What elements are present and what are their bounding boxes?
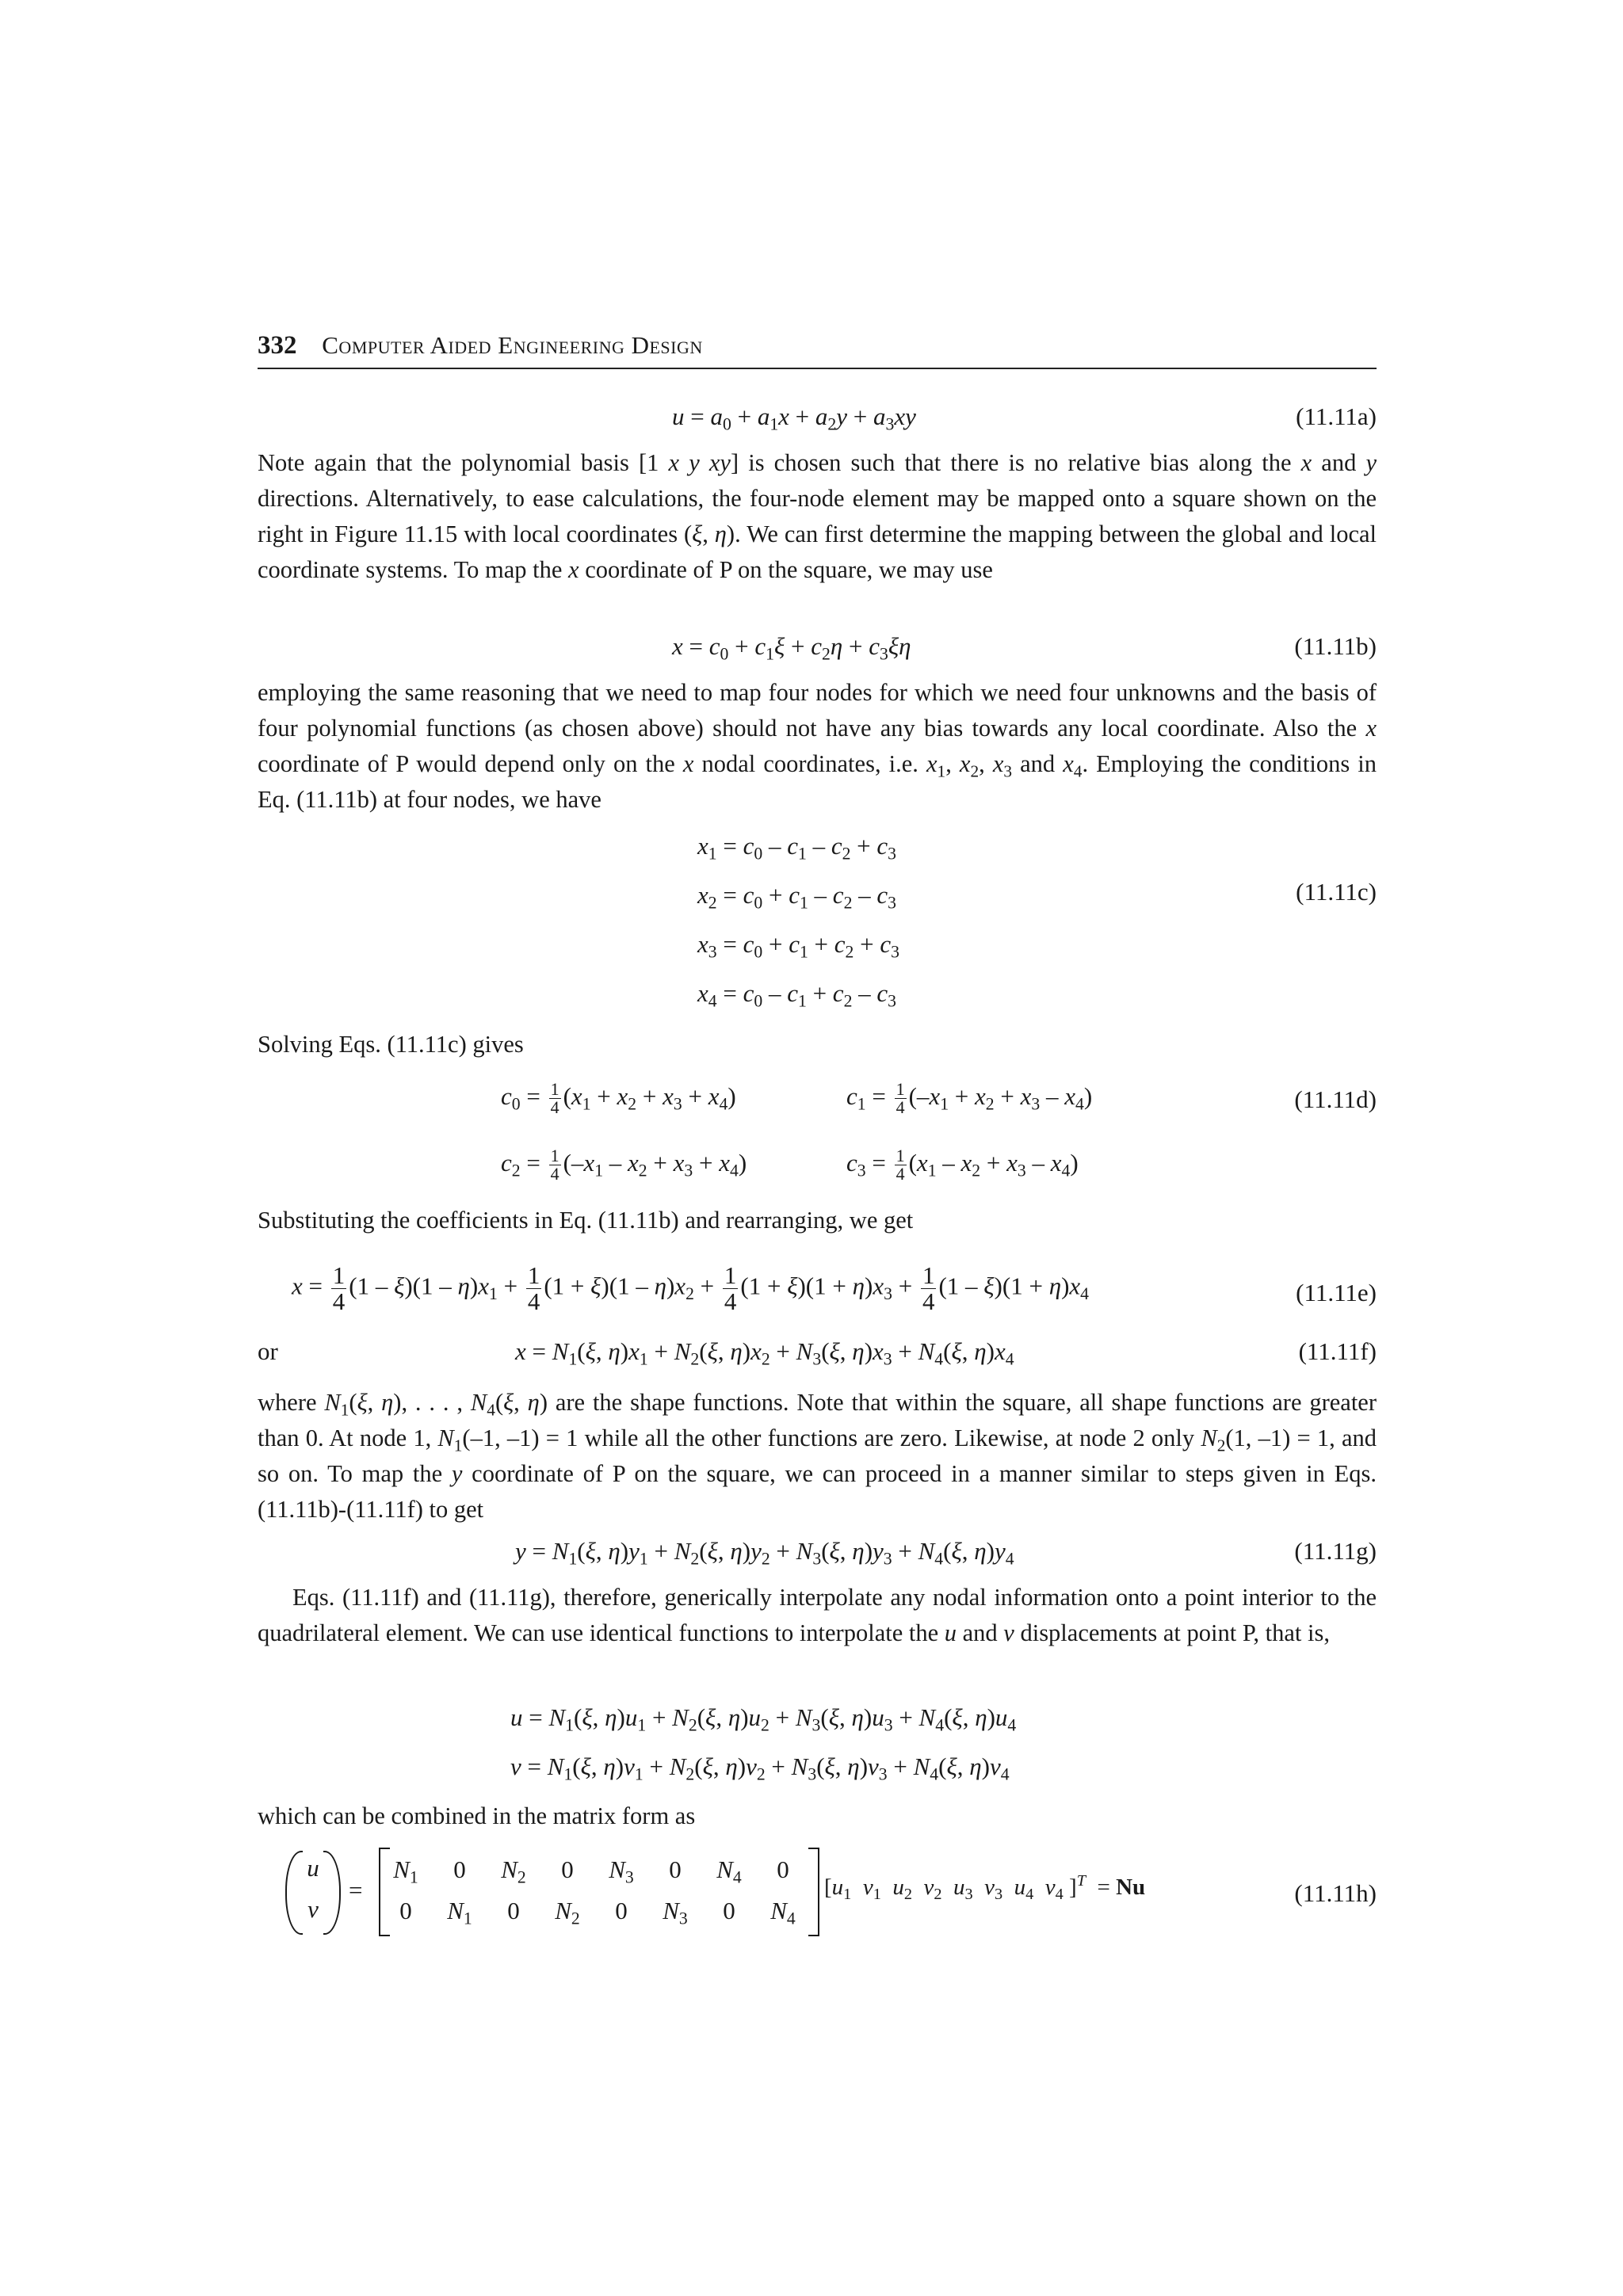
paragraph-5: where $N_1(\xi$, η), . . . , $N_4(\xi$, η) are the shape functions. Note that within the square, all shape functions are greater than 0. At node 1, $N_1(-1$, –1) = 1 while all the other functions are zero. Likewise, at node 2 only $N_2(1$, –1) = 1, and so on. To map the y coordinate of P on the square, we can proceed in a manner similar to steps given in Eqs. (11.11b)-(11.11f) to get bbox=[258, 1389, 1377, 1523]
equation-number: (11.11c) bbox=[1296, 878, 1377, 906]
right-paren bbox=[323, 1851, 341, 1935]
equation-11-11c-row3: $x_3 = c_0 + c_1 + c_2 + c_3$ bbox=[697, 930, 899, 962]
equation-11-11g: $y = N_1(\xi$, $\eta)y_1 + N_2(\xi$, $\eta)y_2 + N_3(\xi$, $\eta)y_3 + N_4(\xi$, $\eta)y_4$ bbox=[515, 1537, 1014, 1569]
equation-number: (11.11d) bbox=[1294, 1085, 1377, 1113]
equals-sign: = bbox=[349, 1876, 363, 1904]
matrix-right-bracket bbox=[808, 1848, 819, 1936]
equation-number: (11.11a) bbox=[1296, 402, 1377, 430]
equation-u: $u = N_1(\xi$, $\eta)u_1 + N_2(\xi$, $\eta)u_2 + N_3(\xi$, $\eta)u_3 + N_4(\xi$, $\eta)u_4$ bbox=[510, 1703, 1017, 1735]
equation-number: (11.11g) bbox=[1294, 1537, 1377, 1565]
book-title: Computer Aided Engineering Design bbox=[322, 331, 703, 359]
left-paren bbox=[285, 1851, 303, 1935]
equation-11-11d-c3: $c_3$ = $\frac{1}{4}$ $(x_1 - x_2 + x_3 - x_4)$ bbox=[846, 1146, 1079, 1184]
equation-11-11c-row4: $x_4 = c_0 - c_1 + c_2 - c_3$ bbox=[697, 979, 897, 1011]
equation-11-11d-c2: $c_2$ = $\frac{1}{4}$ $(-x_1 - x_2 + x_3 + x_4)$ bbox=[501, 1146, 747, 1184]
paragraph-1: Note again that the polynomial basis [1 x y xy] is chosen such that there is no relative bias along the x and y directions. Alternatively, to ease calculations, the four-node element may be mapped onto a square shown on the right in Figure 11.15 with local coordinates (ξ, η). We can first determine the mapping between the global and local coordinate systems. To map the x coordinate of P on the square, we may use bbox=[258, 449, 1377, 583]
paragraph-2: employing the same reasoning that we need to map four nodes for which we need four unknowns and the basis of four polynomial functions (as chosen above) should not have any bias towards any local coordinate. Also the x coordinate of P would depend only on the x nodal coordinates, i.e. $x_1$, $x_2$, $x_3$ and $x_4$. Employing the conditions in Eq. (11.11b) at four nodes, we have bbox=[258, 679, 1377, 813]
equation-number: (11.11b) bbox=[1294, 632, 1377, 660]
running-head bbox=[258, 330, 1377, 369]
displacement-vector: [$u_1$ $v_1$ $u_2$ $v_2$ $u_3$ $v_3$ $u_4$ $v_4$ ]$^T$ = Nu bbox=[824, 1871, 1146, 1904]
equation-v: $v = N_1(\xi$, $\eta)v_1 + N_2(\xi$, $\eta)v_2 + N_3(\xi$, $\eta)v_3 + N_4(\xi$, $\eta)v_4$ bbox=[510, 1753, 1010, 1784]
paragraph-3: Solving Eqs. (11.11c) gives bbox=[258, 1031, 524, 1058]
equation-11-11d-c1: $c_1$ = $\frac{1}{4}$ $(-x_1 + x_2 + x_3 - x_4)$ bbox=[846, 1079, 1093, 1118]
paragraph-4: Substituting the coefficients in Eq. (11.11b) and rearranging, we get bbox=[258, 1207, 914, 1234]
equation-11-11c-row2: $x_2 = c_0 + c_1 - c_2 - c_3$ bbox=[697, 881, 897, 913]
equation-11-11a: $u = a_0 + a_1x + a_2y + a_3xy$ bbox=[672, 402, 916, 434]
paragraph-6: Eqs. (11.11f) and (11.11g), therefore, generically interpolate any nodal information onto a point interior to the quadrilateral element. We can use identical functions to interpolate the u and v displacements at point P, that is, bbox=[258, 1584, 1377, 1646]
equation-11-11d-c0: $c_0$ = $\frac{1}{4}$ $(x_1 + x_2 + x_3 + x_4)$ bbox=[501, 1079, 736, 1118]
equation-11-11b: $x = c_0 + c_1\xi + c_2\eta + c_3\xi\eta$ bbox=[672, 632, 911, 664]
paragraph-7: which can be combined in the matrix form as bbox=[258, 1802, 696, 1829]
or-label: or bbox=[258, 1337, 278, 1365]
equation-11-11f: $x = N_1(\xi$, $\eta)x_1 + N_2(\xi$, $\eta)x_2 + N_3(\xi$, $\eta)x_3 + N_4(\xi$, $\eta)x_4$ bbox=[515, 1337, 1014, 1369]
page-number: 332 bbox=[258, 331, 297, 360]
equation-11-11e: x = $\frac{1}{4}$ $(1 - \xi)(1 - \eta)x_1$ + $\frac{1}{4}$ $(1 + \xi)(1 - \eta)x_2$ + $\frac{1}{4}$ $(1 + \xi)(1 + \eta)x_3$ + $\frac{1}{4}$ $(1 - \xi)(1 + \eta)x_4$ bbox=[292, 1261, 1090, 1315]
vector-v: v bbox=[307, 1895, 319, 1923]
equation-number: (11.11f) bbox=[1298, 1337, 1377, 1365]
equation-11-11c-row1: $x_1 = c_0 - c_1 - c_2 + c_3$ bbox=[697, 832, 897, 864]
equation-number: (11.11e) bbox=[1296, 1279, 1377, 1306]
equation-number: (11.11h) bbox=[1294, 1879, 1377, 1907]
vector-u: u bbox=[307, 1854, 319, 1882]
